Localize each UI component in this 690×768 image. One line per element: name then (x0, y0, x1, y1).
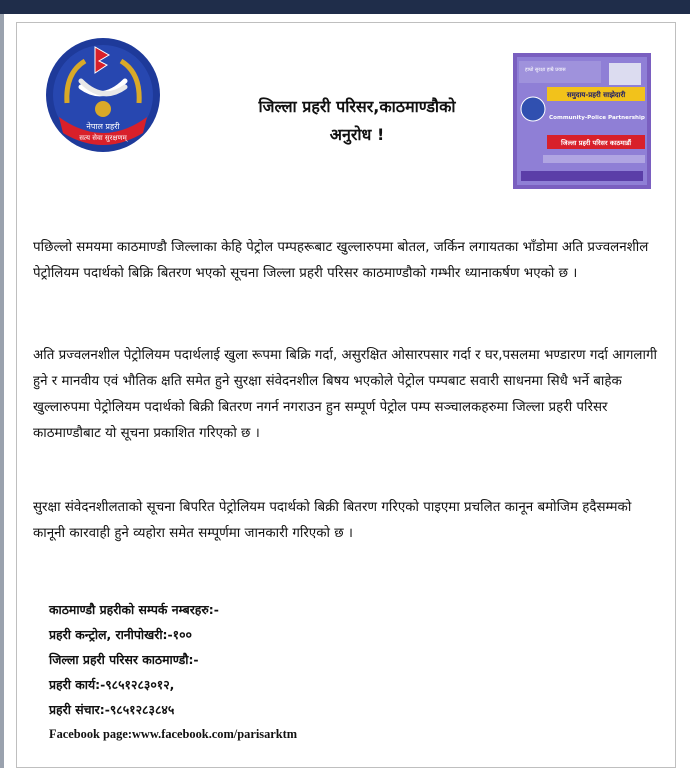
window-left-edge (0, 14, 4, 768)
community-police-poster (513, 53, 651, 189)
contact-district-office: जिल्ला प्रहरी परिसर काठमाण्डौ:- (49, 652, 199, 667)
notice-document (16, 22, 676, 768)
contact-block (49, 597, 609, 747)
contacts-heading: काठमाण्डौ प्रहरीको सम्पर्क नम्बरहरु:- (49, 602, 219, 617)
poster-line-1: हाम्रो सुरक्षा हाम्रै प्रयास (525, 67, 566, 73)
emblem-top-text: नेपाल प्रहरी (86, 122, 120, 131)
contact-control-room: प्रहरी कन्ट्रोल, रानीपोखरी:-१०० (49, 627, 192, 642)
paragraph-1: पछिल्लो समयमा काठमाण्डौ जिल्लाका केहि पेट्रोल पम्पहरूबाट खुल्लारुपमा बोतल, जर्किन लगायतका भाँडोमा अति प्रज्वलनशील पेट्रोलियम पदार्थको बिक्रि बितरण भएको सूचना जिल्ला प्रहरी परिसर काठमाण्डौको गम्भीर ध्यानाकर्षण भएको छ । (33, 240, 649, 281)
window-top-bar (0, 0, 690, 14)
emblem-motto-text: सत्य सेवा सुरक्षणम् (79, 134, 127, 142)
paragraph-2: अति प्रज्वलनशील पेट्रोलियम पदार्थलाई खुला रूपमा बिक्रि गर्दा, असुरक्षित ओसारपसार गर्दा र घर,पसलमा भण्डारण गर्दा आगलागी हुने र मानवीय एवं भौतिक क्षति समेत हुने सुरक्षा संवेदनशील बिषय भएकोले पेट्रोल पम्पबाट सवारी साधनमा सिधै भर्ने बाहेक खुल्लारुपमा पेट्रोलियम पदार्थको बिक्री बितरण नगर्न नगराउन हुन सम्पूर्ण पेट्रोल पम्प सञ्चालकहरुमा जिल्ला प्रहरी परिसर काठमाण्डौबाट यो सूचना प्रकाशित गरिएको छ । (33, 348, 657, 441)
contact-communication-phone: प्रहरी संचार:-९८५१२८३८४५ (49, 702, 175, 717)
title-line-1: जिल्ला प्रहरी परिसर,काठमाण्डौको (258, 97, 456, 116)
facebook-page-link[interactable]: Facebook page:www.facebook.com/parisarktm (49, 727, 298, 741)
page-title (217, 93, 497, 149)
poster-line-4: जिल्ला प्रहरी परिसर काठमाडौं (560, 139, 632, 147)
nepal-police-emblem-icon (45, 37, 161, 153)
poster-line-2: समुदाय-प्रहरी साझेदारी (566, 91, 626, 99)
poster-line-3: Community-Police Partnership (549, 115, 645, 121)
title-line-2: अनुरोध ! (329, 125, 385, 144)
contact-operations-phone: प्रहरी कार्य:-९८५१२८३०१२, (49, 677, 175, 692)
paragraph-3: सुरक्षा संवेदनशीलताको सूचना बिपरित पेट्रोलियम पदार्थको बिक्री बितरण गरिएको पाइएमा प्रचलित कानून बमोजिम हदैसम्मको कानूनी कारवाही हुने व्यहोरा समेत सम्पूर्णमा जानकारी गरिएको छ । (33, 500, 632, 541)
